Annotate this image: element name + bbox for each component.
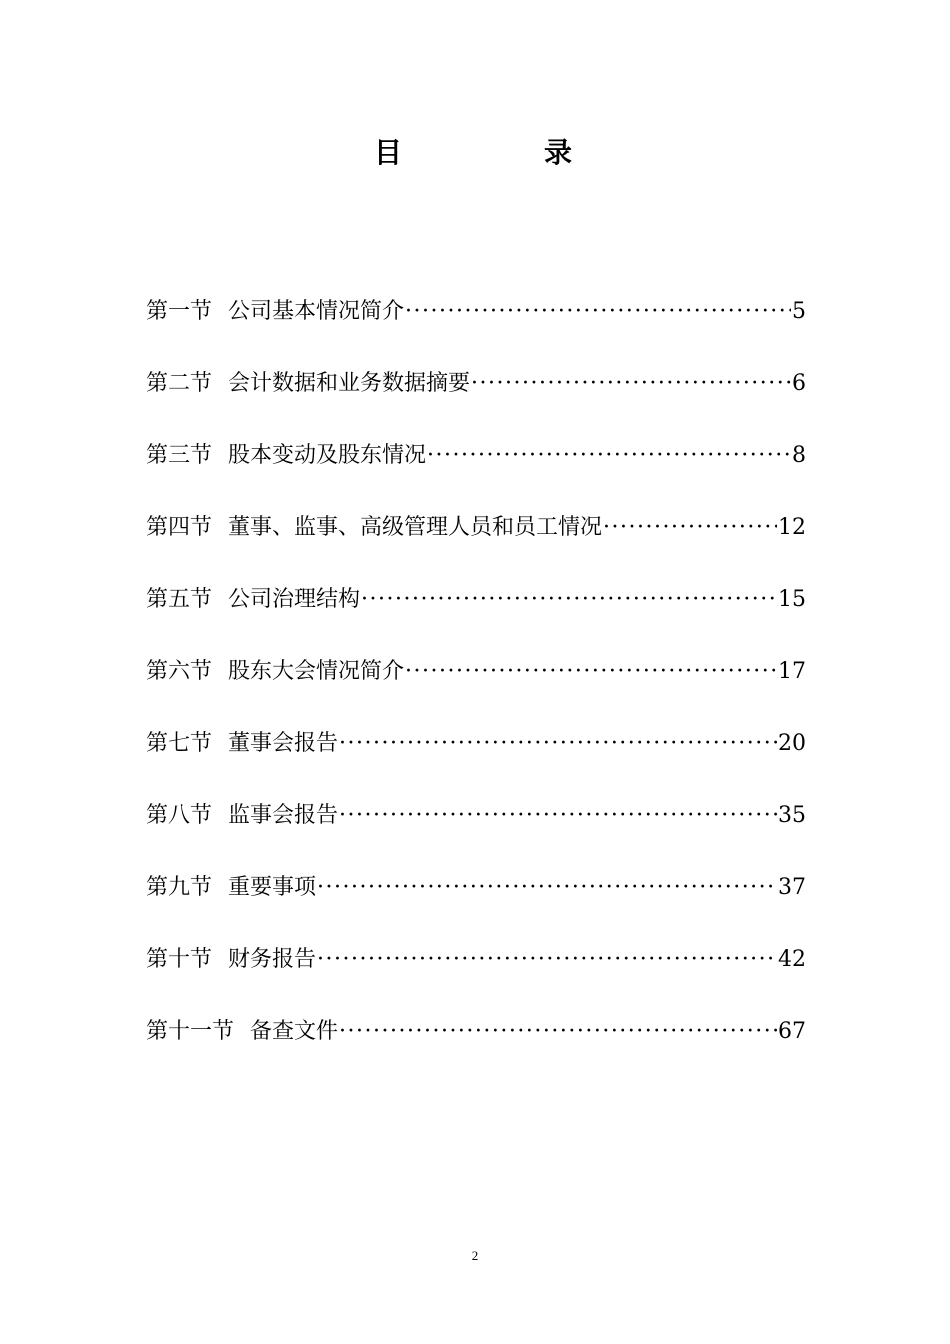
toc-dot-leader	[339, 1011, 777, 1053]
page-number: 2	[471, 1248, 479, 1263]
toc-section-title: 备查文件	[250, 1019, 339, 1044]
toc-dot-leader	[427, 435, 791, 477]
toc-entry-8[interactable]	[146, 795, 806, 867]
toc-section-title: 董事、监事、高级管理人员和员工情况	[228, 515, 603, 540]
toc-page-number: 8	[792, 443, 806, 468]
toc-dot-leader	[603, 507, 777, 549]
toc-dot-leader	[405, 651, 777, 693]
toc-entry-5[interactable]	[146, 579, 806, 651]
toc-section-label: 第十节	[146, 947, 213, 972]
toc-dot-leader	[361, 579, 777, 621]
toc-section-title: 公司治理结构	[228, 587, 361, 612]
title-char-1: 目	[374, 136, 403, 169]
toc-entry-3[interactable]	[146, 435, 806, 507]
toc-page-number: 35	[778, 803, 806, 828]
toc-page-number: 17	[778, 659, 806, 684]
toc-section-label: 第六节	[146, 659, 213, 684]
toc-page-number: 20	[778, 731, 806, 756]
toc-entry-6[interactable]	[146, 651, 806, 723]
toc-entry-10[interactable]	[146, 939, 806, 1011]
toc-dot-leader	[339, 723, 777, 765]
toc-page-number: 67	[778, 1019, 806, 1044]
toc-section-label: 第一节	[146, 299, 213, 324]
toc-page-number: 42	[778, 947, 806, 972]
toc-page-number: 12	[778, 515, 806, 540]
title-char-2: 录	[544, 136, 573, 169]
toc-section-title: 公司基本情况简介	[228, 299, 405, 324]
toc-section-label: 第八节	[146, 803, 213, 828]
toc-entry-4[interactable]	[146, 507, 806, 579]
toc-section-label: 第二节	[146, 371, 213, 396]
toc-dot-leader	[317, 939, 777, 981]
toc-section-title: 股本变动及股东情况	[228, 443, 427, 468]
toc-section-title: 重要事项	[228, 875, 317, 900]
toc-section-title: 财务报告	[228, 947, 317, 972]
toc-page-number: 37	[778, 875, 806, 900]
toc-page-number: 5	[792, 299, 806, 324]
toc-entry-1[interactable]	[146, 291, 806, 363]
toc-dot-leader	[317, 867, 777, 909]
toc-page-number: 6	[792, 371, 806, 396]
toc-dot-leader	[471, 363, 791, 405]
toc-section-title: 股东大会情况简介	[228, 659, 405, 684]
toc-entry-9[interactable]	[146, 867, 806, 939]
toc-dot-leader	[405, 291, 791, 333]
toc-entry-11[interactable]	[146, 1011, 806, 1083]
toc-section-title: 会计数据和业务数据摘要	[228, 371, 471, 396]
page-title	[0, 128, 950, 178]
toc-entry-2[interactable]	[146, 363, 806, 435]
toc-section-label: 第九节	[146, 875, 213, 900]
toc-section-label: 第三节	[146, 443, 213, 468]
toc-section-title: 监事会报告	[228, 803, 339, 828]
table-of-contents	[146, 291, 806, 1083]
toc-section-label: 第十一节	[146, 1019, 235, 1044]
toc-entry-7[interactable]	[146, 723, 806, 795]
toc-page-number: 15	[778, 587, 806, 612]
toc-dot-leader	[339, 795, 777, 837]
toc-section-label: 第五节	[146, 587, 213, 612]
toc-section-title: 董事会报告	[228, 731, 339, 756]
toc-section-label: 第四节	[146, 515, 213, 540]
toc-section-label: 第七节	[146, 731, 213, 756]
